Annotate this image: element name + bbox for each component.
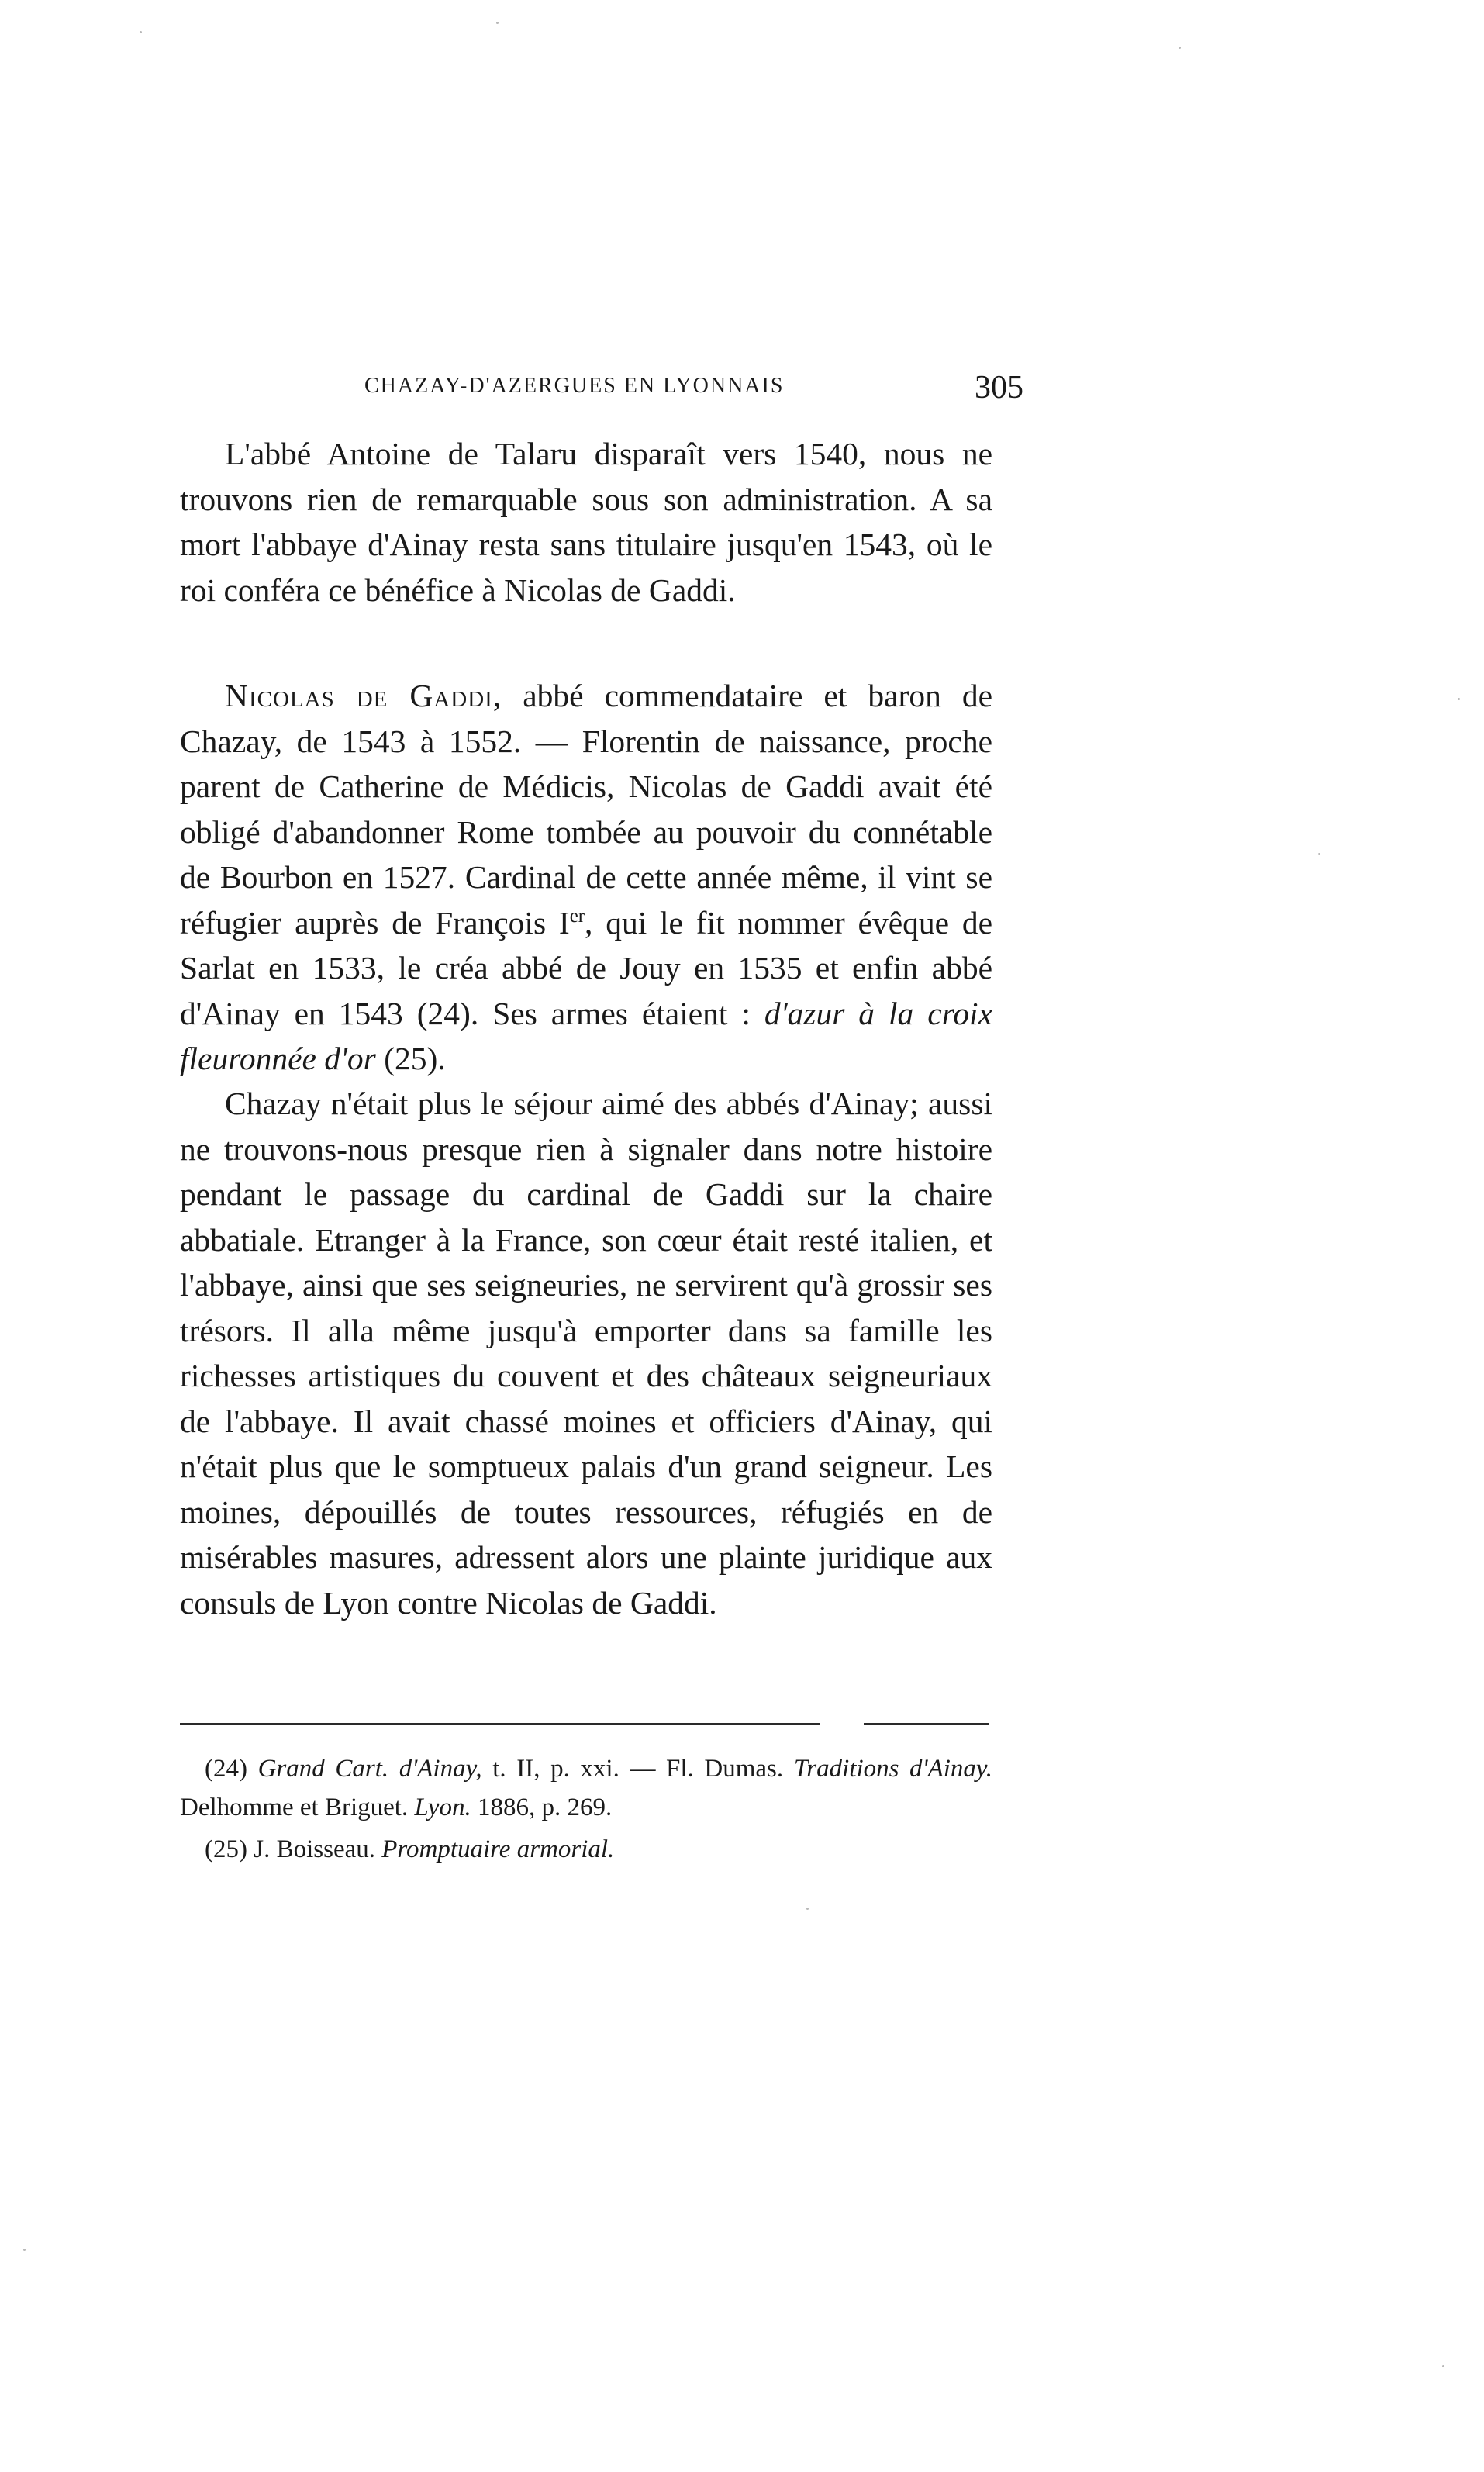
- text-run: abbé commendataire et baron de Chazay, de 1543 à 1552. — Florentin de naissance, proche parent de Catherine de Médicis, Nicolas de Gaddi avait été obligé d'abandonner Rome tombée au pouvoir du connétable de Bourbon en 1527. Cardinal de cette année même, il vint se réfugier auprès de François I: [180, 678, 992, 941]
- footnote-source-title: Grand Cart. d'Ainay,: [257, 1755, 482, 1783]
- paragraph-gaddi: [180, 673, 992, 1082]
- abbot-name-heading: Nicolas de Gaddi,: [225, 678, 502, 713]
- paper-speck: [496, 22, 499, 24]
- paragraph-text: Chazay n'était plus le séjour aimé des abbés d'Ainay; aussi ne trouvons-nous presque rien à signaler dans notre histoire pendant le passage du cardinal de Gaddi sur la chaire abbatiale. Etranger à la France, son cœur était resté italien, et l'abbaye, ainsi que ses seigneuries, ne servirent qu'à grossir ses trésors. Il alla même jusqu'à emporter dans sa famille les richesses artistiques du couvent et des châteaux seigneuriaux de l'abbaye. Il avait chassé moines et officiers d'Ainay, qui n'était plus que le somptueux palais d'un grand seigneur. Les moines, dépouillés de toutes ressources, réfugiés en de misérables masures, adressent alors une plainte juridique aux consuls de Lyon contre Nicolas de Gaddi.: [180, 1086, 992, 1621]
- paper-speck: [1179, 47, 1181, 49]
- footnote-text: t. II, p. xxi. — Fl. Dumas.: [481, 1755, 794, 1783]
- running-title: CHAZAY-D'AZERGUES EN LYONNAIS: [364, 374, 785, 398]
- paper-speck: [1458, 698, 1460, 700]
- text-run: (25).: [375, 1041, 446, 1076]
- footnote-place: Lyon.: [414, 1794, 471, 1821]
- footnote-source-title: Promptuaire armorial.: [381, 1835, 615, 1863]
- footnotes: [180, 1749, 992, 1869]
- footnote-text: Delhomme et Briguet.: [180, 1794, 415, 1821]
- coat-of-arms-blazon: d'azur à la croix fleuronnée d'or: [180, 995, 993, 1076]
- text-run: , qui le fit nommer évêque de Sarlat en 1533, le créa abbé de Jouy en 1535 et enfin abbé d'Ainay en 1543 (24). Ses armes étaient :: [180, 904, 992, 1031]
- paper-speck: [140, 31, 142, 33]
- footnote-number: (24): [205, 1755, 258, 1783]
- superscript: er: [569, 905, 585, 927]
- footnote-rule-short: [864, 1723, 989, 1725]
- paragraph-text: [180, 673, 992, 1082]
- footnote-25: [180, 1830, 992, 1869]
- paper-speck: [1442, 2365, 1444, 2367]
- paper-speck: [1318, 853, 1320, 855]
- page-header: [364, 370, 1023, 413]
- paper-speck: [806, 1908, 809, 1910]
- footnote-number: (25): [205, 1835, 254, 1863]
- footnote-rule: [180, 1723, 820, 1725]
- paragraph-text: L'abbé Antoine de Talaru disparaît vers 1540, nous ne trouvons rien de remarquable sous son administration. A sa mort l'abbaye d'Ainay resta sans titulaire jusqu'en 1543, où le roi conféra ce bénéfice à Nicolas de Gaddi.: [180, 436, 992, 608]
- footnote-text: 1886, p. 269.: [471, 1794, 613, 1821]
- paragraph-chazay: [180, 1081, 992, 1625]
- paper-speck: [23, 2249, 26, 2251]
- page-number: 305: [975, 370, 1023, 406]
- footnote-source-title: Traditions d'Ainay.: [793, 1755, 993, 1783]
- footnote-text: J. Boisseau.: [254, 1835, 382, 1863]
- paragraph-talaru: [180, 431, 992, 613]
- footnote-24: [180, 1749, 992, 1827]
